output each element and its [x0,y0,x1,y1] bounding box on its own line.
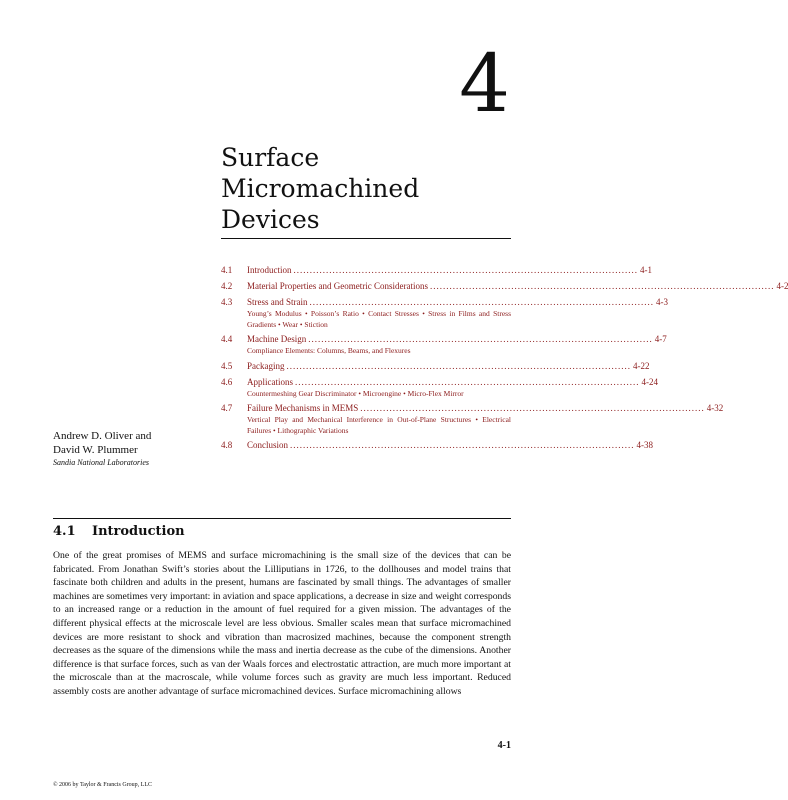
toc-subentries: Compliance Elements: Columns, Beams, and Flexures [247,346,411,355]
toc-entry-page: 4-3 [656,297,668,307]
table-of-contents [221,263,788,454]
toc-entry[interactable] [221,295,668,330]
toc-entry-number: 4.1 [221,265,233,275]
copyright-notice: © 2006 by Taylor & Francis Group, LLC [53,782,153,788]
toc-entry-number: 4.6 [221,376,233,387]
toc-entry-title[interactable]: Stress and Strain [247,297,308,307]
toc-subentries: Vertical Play and Mechanical Interference in Out-of-Plane Structures • Electrical Failures • Lithographic Variations [247,415,511,435]
toc-subentries: Young’s Modulus • Poisson’s Ratio • Contact Stresses • Stress in Films and Stress Gradients • Wear • Stiction [247,309,511,329]
toc-entry-line [247,279,788,293]
chapter-title-line: Micromachined [221,174,420,203]
body-paragraph: One of the great promises of MEMS and surface micromachining is the small size of the devices that can be fabricated. From Jonathan Swift’s stories about the Lilliputians in 1726, to the dollhouses and model trains that fascinate both children and adults in the present, humans are fascinated by small things. The advantages of smaller machines are sometimes very important: in aviation and space applications, a decrease in size and weight corresponds to an increased range or a reduction in the amount of fuel required for a given mission. The advantages of the different physical effects at the microscale level are less obvious. Smaller scales mean that surface micromachined devices are more resistant to shock and vibration than macrosized machines, because the component strength decreases as the square of the dimensions while the mass and inertia decrease as the cube of the dimensions. Another difference is that surface forces, such as van der Waals forces and electrostatic attraction, are much more important at the microscale than at the macroscale, while volume forces such as gravity are much less important. Reduced assembly costs are another advantage of surface micromachined devices. Surface micromachining allows [53,550,511,697]
toc-entry-title[interactable]: Material Properties and Geometric Considerations [247,281,428,291]
chapter-number: 4 [459,37,510,130]
toc-entry-number: 4.2 [221,281,233,291]
toc-entry-number: 4.5 [221,360,233,371]
toc-entry-line [247,438,654,452]
toc-entry-title[interactable]: Failure Mechanisms in MEMS [247,403,359,413]
author-affiliation: Sandia National Laboratories [53,458,150,467]
toc-leader: .......................................................................................................... [293,265,638,275]
toc-entry-title[interactable]: Conclusion [247,440,289,450]
toc-entry-title[interactable]: Introduction [247,265,292,275]
chapter-title [221,142,511,235]
author-block [53,430,151,469]
section-number: 4.1 [53,524,76,539]
toc-leader: .......................................................................................................... [360,403,705,413]
toc-entry-number: 4.4 [221,334,233,344]
section-divider [53,518,511,519]
toc-entry-page: 4-2 [776,281,788,291]
toc-entry[interactable] [221,401,724,436]
toc-entry[interactable] [221,332,667,357]
title-divider [221,238,511,239]
toc-entry-page: 4-1 [640,265,652,275]
toc-entry-number: 4.8 [221,440,233,450]
toc-leader: .......................................................................................................... [308,334,653,344]
chapter-title-line: Surface [221,143,320,172]
toc-entry-title[interactable]: Packaging [247,360,285,371]
page-number: 4-1 [497,740,511,751]
toc-entry[interactable] [221,263,652,277]
toc-leader: .......................................................................................................... [286,360,631,371]
toc-entry[interactable] [221,438,654,452]
section-title: Introduction [92,524,185,539]
toc-entry-line [247,263,652,277]
toc-entry-title[interactable]: Applications [247,376,293,387]
toc-entry-line [247,295,668,309]
toc-entry-line [247,375,658,389]
toc-entry-page: 4-32 [706,403,724,413]
toc-entry-line [247,332,667,346]
toc-entry-page: 4-38 [636,440,654,450]
toc-leader: .......................................................................................................... [309,297,654,307]
author-line: David W. Plummer [53,443,138,456]
toc-entry[interactable] [221,375,658,400]
author-line: Andrew D. Oliver and [53,430,152,442]
toc-entry-page: 4-24 [641,376,658,387]
toc-entry-line [247,359,650,373]
toc-entry-number: 4.3 [221,297,233,307]
toc-entry-page: 4-7 [654,334,667,344]
toc-entry[interactable] [221,279,788,293]
toc-entry-title[interactable]: Machine Design [247,334,307,344]
section-heading [53,523,185,541]
toc-leader: .......................................................................................................... [295,376,640,387]
toc-leader: .......................................................................................................... [290,440,635,450]
toc-entry-line [247,401,724,415]
chapter-title-line: Devices [221,205,320,234]
toc-entry[interactable] [221,359,650,373]
toc-leader: .......................................................................................................... [429,281,775,291]
toc-subentries: Countermeshing Gear Discriminator • Microengine • Micro-Flex Mirror [247,388,464,398]
toc-entry-number: 4.7 [221,403,233,413]
toc-entry-page: 4-22 [633,360,650,371]
